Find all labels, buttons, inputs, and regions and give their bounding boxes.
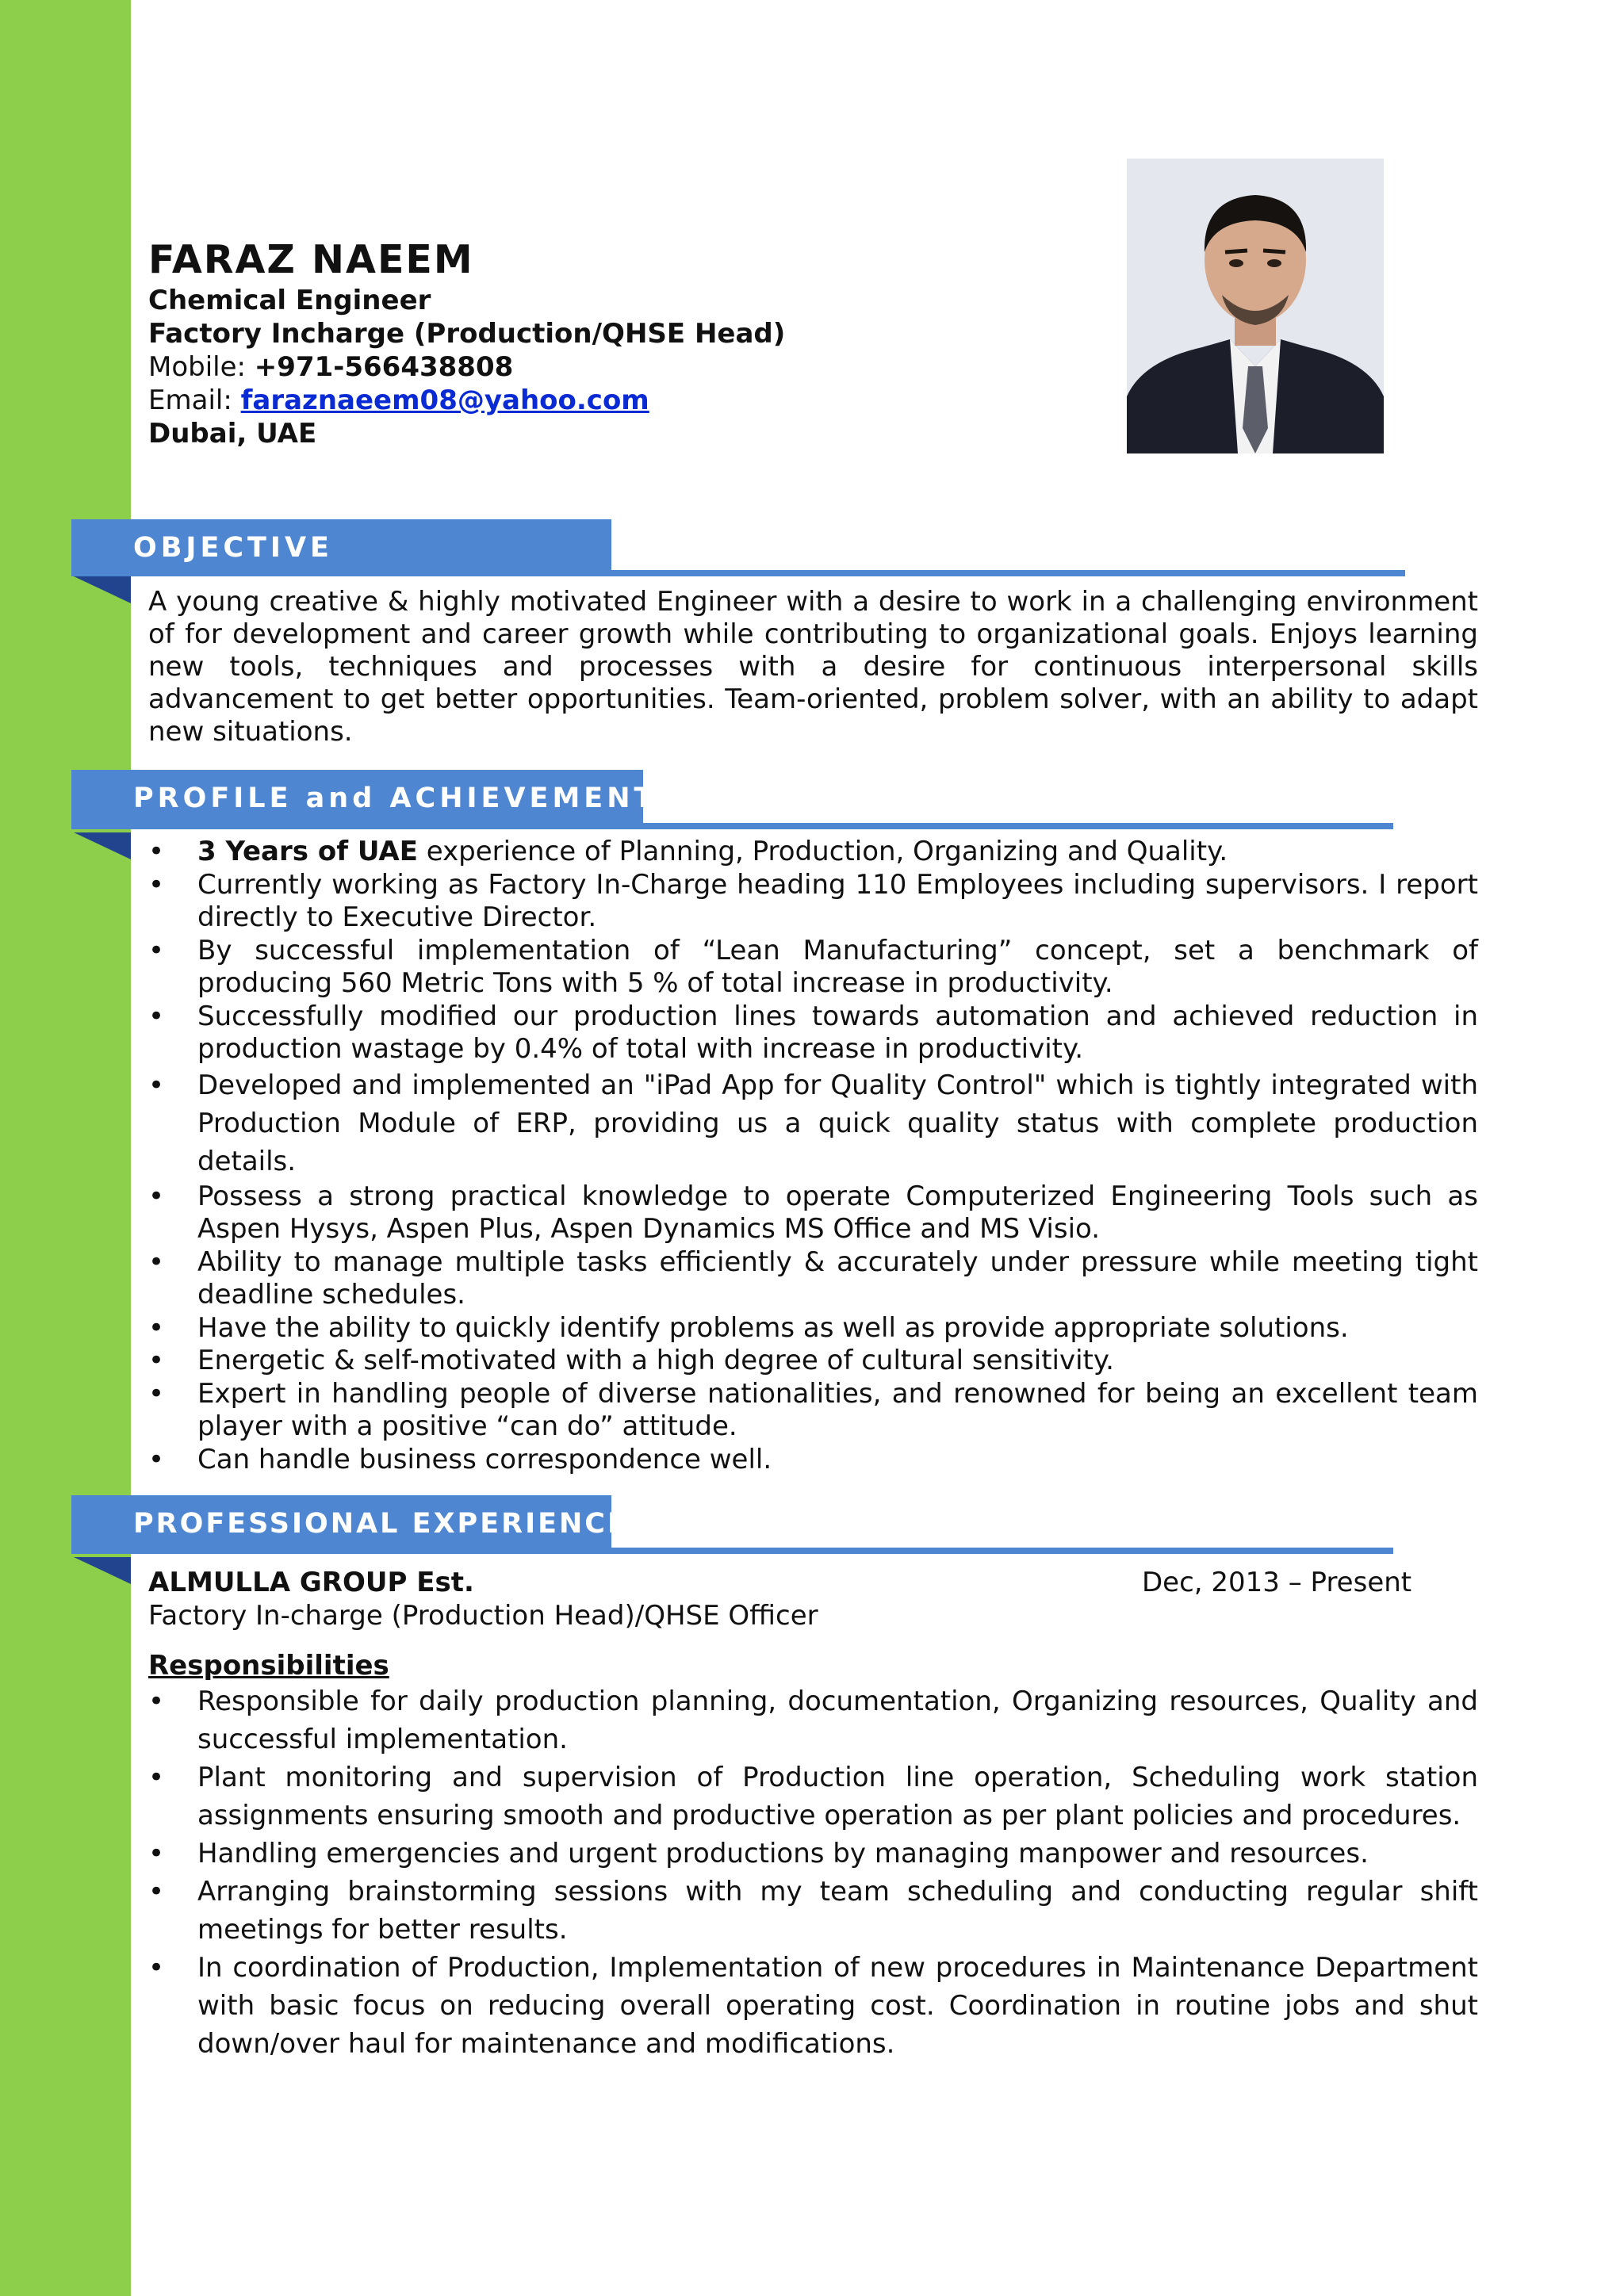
list-item: • Developed and implemented an "iPad App for Quality Control" which is tightly integrated with Production Module of ERP, providing us a quick quality status with complete production details.	[148, 1066, 1478, 1181]
list-item: • Currently working as Factory In-Charge heading 110 Employees including supervisors. I report directly to Executive Director.	[148, 869, 1478, 935]
responsibilities-title: Responsibilities	[148, 1650, 389, 1682]
list-item: • In coordination of Production, Implementation of new procedures in Maintenance Department with basic focus on reducing overall operating cost. Coordination in routine jobs and shut down/over haul for maintenance and modifications.	[148, 1949, 1478, 2063]
profile-heading: PROFILE and ACHIEVEMENTS	[71, 770, 643, 827]
list-item: • Ability to manage multiple tasks efficiently & accurately under pressure while meeting tight deadline schedules.	[148, 1246, 1478, 1312]
job-position: Factory In-charge (Production Head)/QHSE Officer	[148, 1600, 818, 1632]
list-item: • Responsible for daily production planning, documentation, Organizing resources, Quality and successful implementation.	[148, 1682, 1478, 1758]
mobile-label: Mobile:	[148, 351, 246, 383]
location: Dubai, UAE	[148, 418, 317, 450]
list-item: • Can handle business correspondence well.	[148, 1444, 1478, 1477]
mobile-line	[148, 350, 785, 384]
candidate-role: Factory Incharge (Production/QHSE Head)	[148, 318, 786, 350]
candidate-title: Chemical Engineer	[148, 285, 431, 316]
list-item: • Have the ability to quickly identify problems as well as provide appropriate solutions.	[148, 1312, 1478, 1345]
mobile-number: +971-566438808	[254, 351, 514, 383]
profile-highlight: 3 Years of UAE	[197, 836, 418, 867]
sidebar-green-bar	[0, 0, 131, 2296]
list-item: • By successful implementation of “Lean Manufacturing” concept, set a benchmark of producing 560 Metric Tons with 5 % of total increase in productivity.	[148, 935, 1478, 1001]
responsibilities-list	[148, 1682, 1478, 2063]
job-dates: Dec, 2013 – Present	[1142, 1567, 1412, 1598]
objective-rule	[71, 570, 1405, 576]
objective-banner-fold	[74, 576, 131, 603]
job-header	[148, 1566, 1478, 1632]
list-item: • Handling emergencies and urgent productions by managing manpower and resources.	[148, 1835, 1478, 1873]
list-item: • Plant monitoring and supervision of Production line operation, Scheduling work station assignments ensuring smooth and productive operation as per plant policies and procedures.	[148, 1758, 1478, 1835]
profile-banner-fold	[74, 832, 131, 859]
list-item	[148, 836, 1478, 869]
experience-rule	[71, 1548, 1393, 1554]
objective-heading: OBJECTIVE	[71, 519, 611, 576]
email-line	[148, 384, 785, 417]
profile-photo	[1127, 159, 1384, 453]
objective-text: A young creative & highly motivated Engineer with a desire to work in a challenging environment of for development and career growth while contributing to organizational goals. Enjoys learning new tools, techniques and processes with a desire for continuous interpersonal skills advancement to get better opportunities. Team-oriented, problem solver, with an ability to adapt new situations.	[148, 586, 1478, 748]
list-item: • Successfully modified our production lines towards automation and achieved reduction in production wastage by 0.4% of total with increase in productivity.	[148, 1001, 1478, 1066]
profile-list	[148, 836, 1478, 1476]
profile-rule	[71, 823, 1393, 829]
email-label: Email:	[148, 385, 232, 416]
contact-header	[148, 236, 785, 450]
list-item: • Energetic & self-motivated with a high degree of cultural sensitivity.	[148, 1345, 1478, 1378]
profile-first-text: experience of Planning, Production, Organizing and Quality.	[417, 836, 1228, 867]
list-item: • Expert in handling people of diverse nationalities, and renowned for being an excellent team player with a positive “can do” attitude.	[148, 1378, 1478, 1444]
experience-banner-fold	[74, 1557, 131, 1584]
list-item: • Possess a strong practical knowledge to operate Computerized Engineering Tools such as Aspen Hysys, Aspen Plus, Aspen Dynamics MS Office and MS Visio.	[148, 1181, 1478, 1246]
list-item: • Arranging brainstorming sessions with my team scheduling and conducting regular shift meetings for better results.	[148, 1873, 1478, 1949]
email-link[interactable]: faraznaeem08@yahoo.com	[240, 385, 649, 416]
company-name: ALMULLA GROUP Est.	[148, 1567, 474, 1598]
experience-heading: PROFESSIONAL EXPERIENCE	[71, 1495, 611, 1552]
profile-photo-illustration	[1127, 159, 1384, 453]
candidate-name: FARAZ NAEEM	[148, 237, 474, 282]
